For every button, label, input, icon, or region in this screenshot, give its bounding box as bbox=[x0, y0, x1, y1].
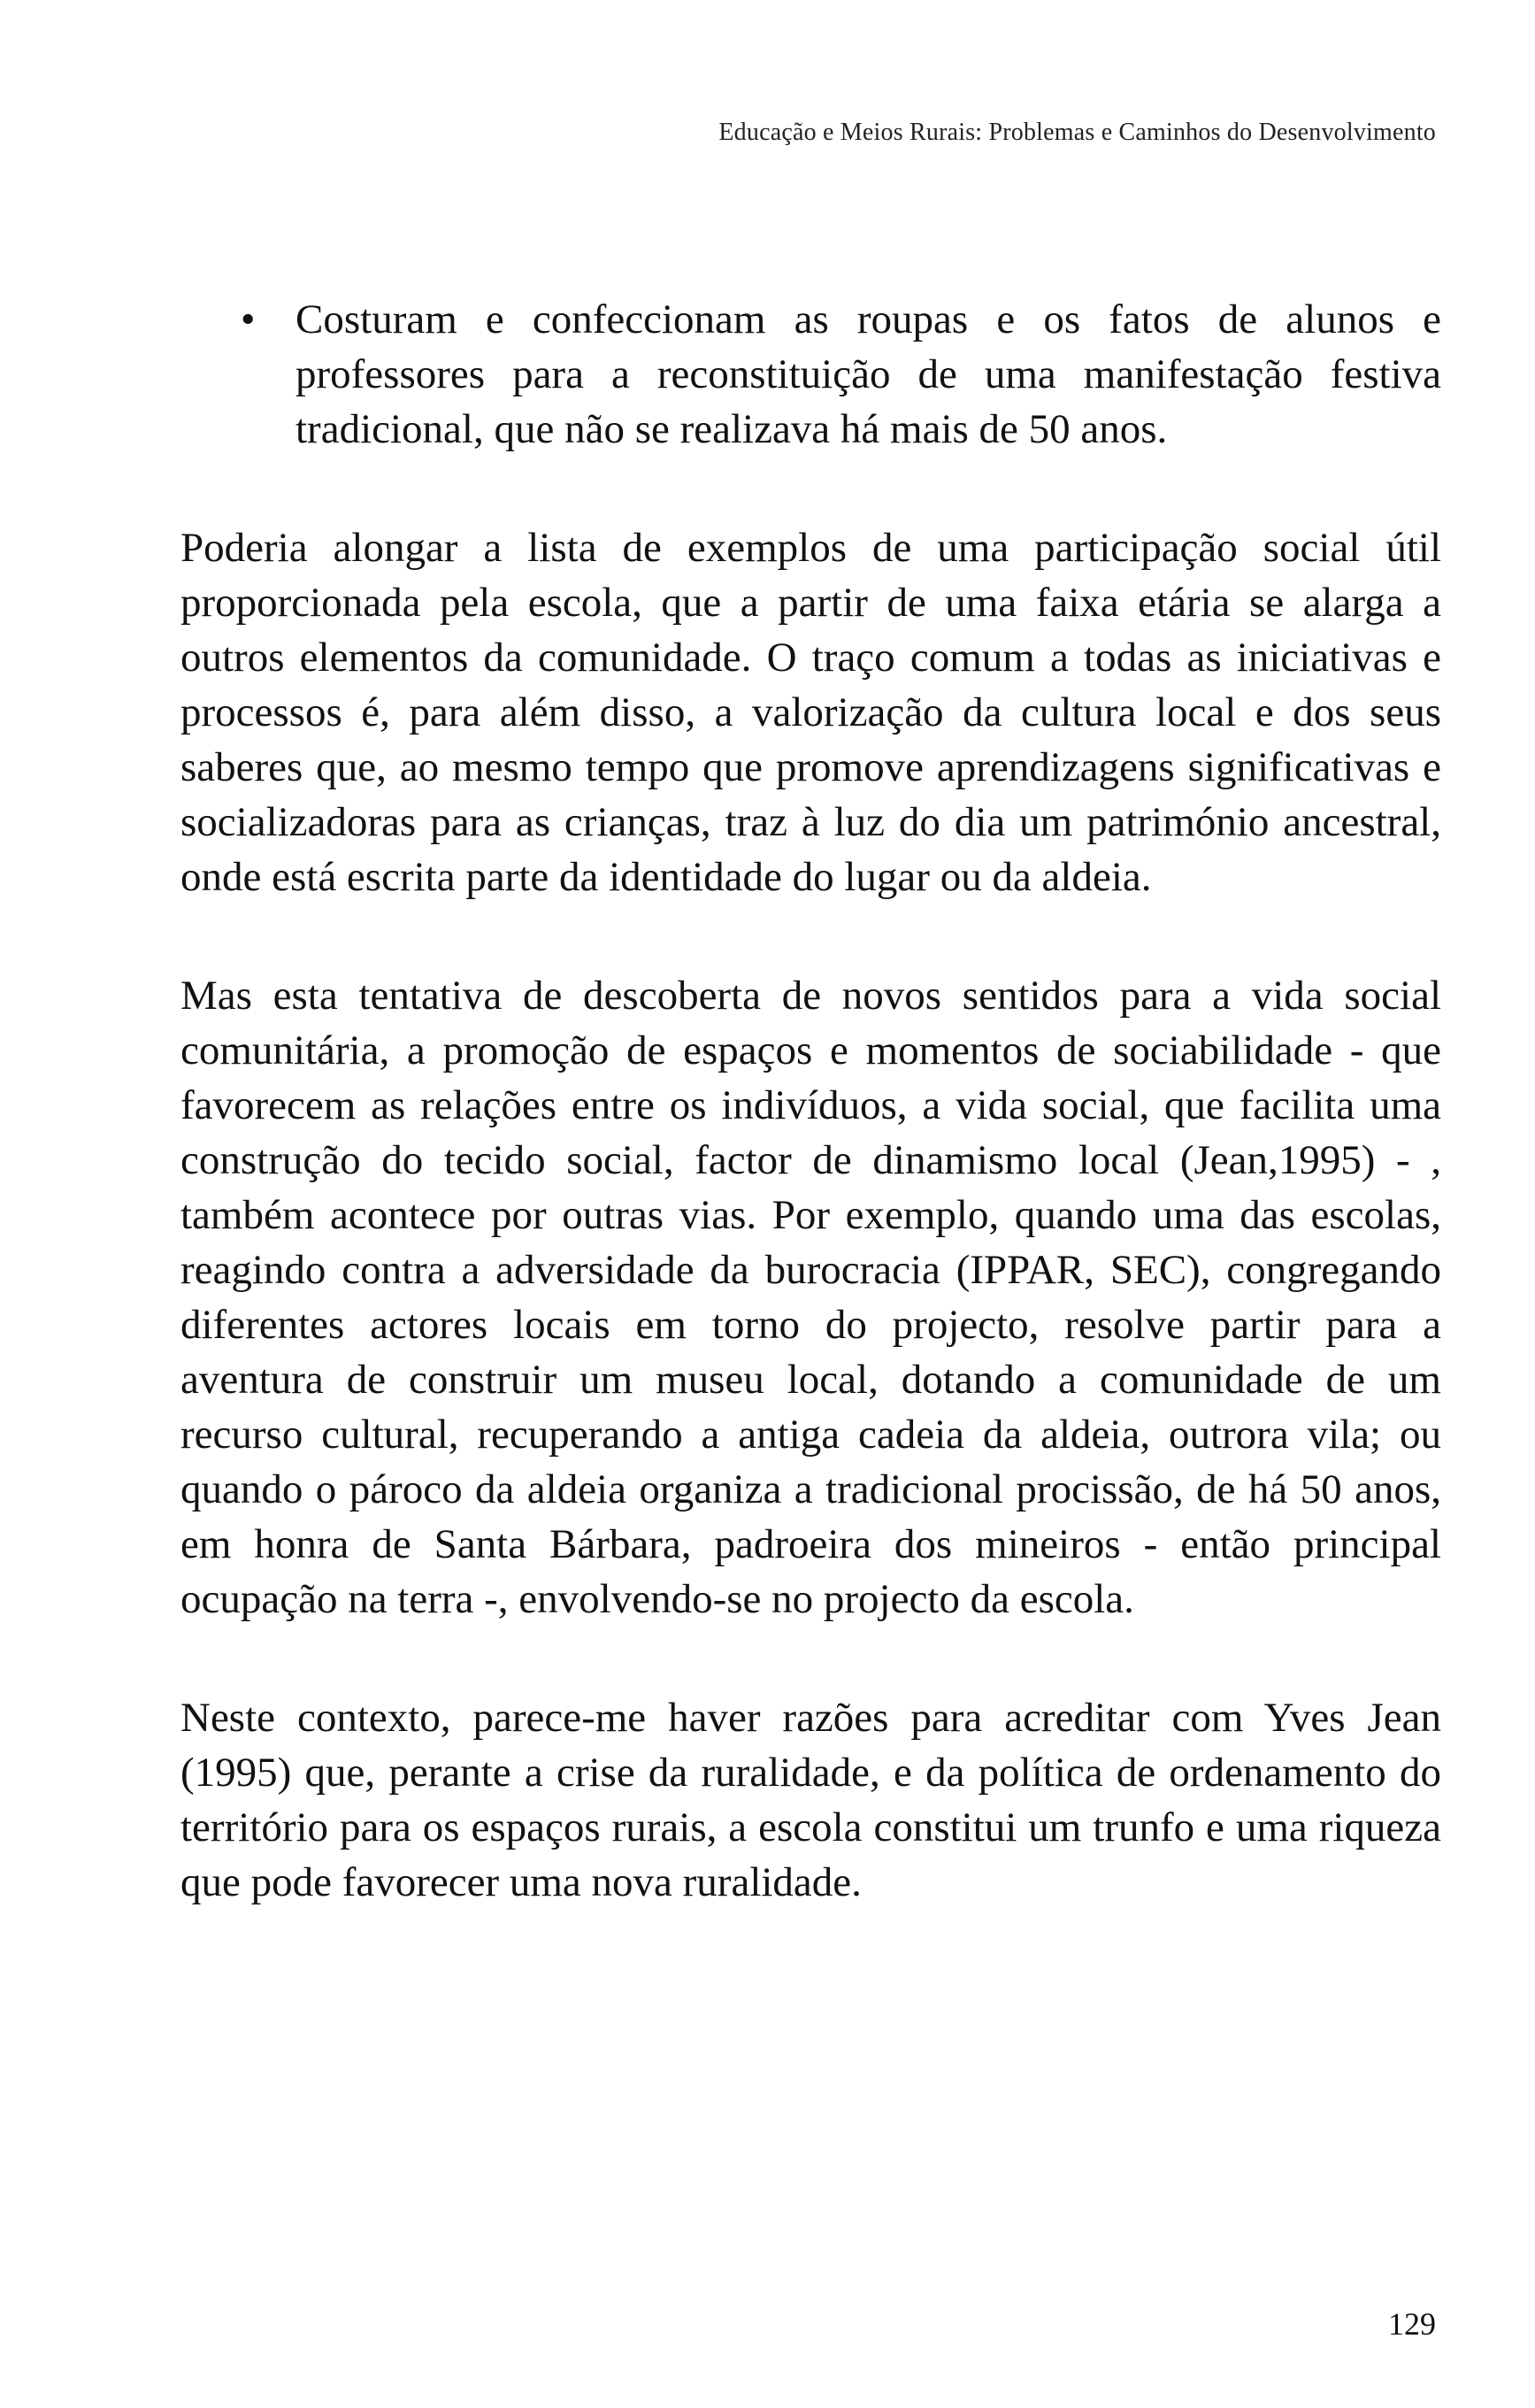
bullet-icon: • bbox=[241, 296, 256, 342]
bullet-list-item bbox=[241, 292, 1441, 457]
bullet-text: Costuram e confeccionam as roupas e os fatos de alunos e professores para a reconstituição de uma manifestação festiva tradicional, que não se realizava há mais de 50 anos. bbox=[295, 296, 1441, 452]
page-number: 129 bbox=[1388, 2306, 1436, 2342]
paragraph-2: Mas esta tentativa de descoberta de novos sentidos para a vida social comunitária, a promoção de espaços e momentos de sociabilidade - que favorecem as relações entre os indivíduos, a vida social, que facilita uma construção do tecido social, factor de dinamismo local (Jean,1995) - , também acontece por outras vias. Por exemplo, quando uma das escolas, reagindo contra a adversidade da burocracia (IPPAR, SEC), congregando diferentes actores locais em torno do projecto, resolve partir para a aventura de construir um museu local, dotando a comunidade de um recurso cultural, recuperando a antiga cadeia da aldeia, outrora vila; ou quando o pároco da aldeia organiza a tradicional procissão, de há 50 anos, em honra de Santa Bárbara, padroeira dos mineiros - então principal ocupação na terra -, envolvendo-se no projecto da escola. bbox=[180, 973, 1441, 1622]
paragraph-1: Poderia alongar a lista de exemplos de uma participação social útil proporcionada pela escola, que a partir de uma faixa etária se alarga a outros elementos da comunidade. O traço comum a todas as iniciativas e processos é, para além disso, a valorização da cultura local e dos seus saberes que, ao mesmo tempo que promove aprendizagens significativas e socializadoras para as crianças, traz à luz do dia um património ancestral, onde está escrita parte da identidade do lugar ou da aldeia. bbox=[180, 525, 1441, 900]
page-body bbox=[180, 292, 1441, 1910]
running-header: Educação e Meios Rurais: Problemas e Caminhos do Desenvolvimento bbox=[718, 119, 1436, 146]
paragraph-3: Neste contexto, parece-me haver razões para acreditar com Yves Jean (1995) que, perante a crise da ruralidade, e da política de ordenamento do território para os espaços rurais, a escola constitui um trunfo e uma riqueza que pode favorecer uma nova ruralidade. bbox=[180, 1695, 1441, 1905]
